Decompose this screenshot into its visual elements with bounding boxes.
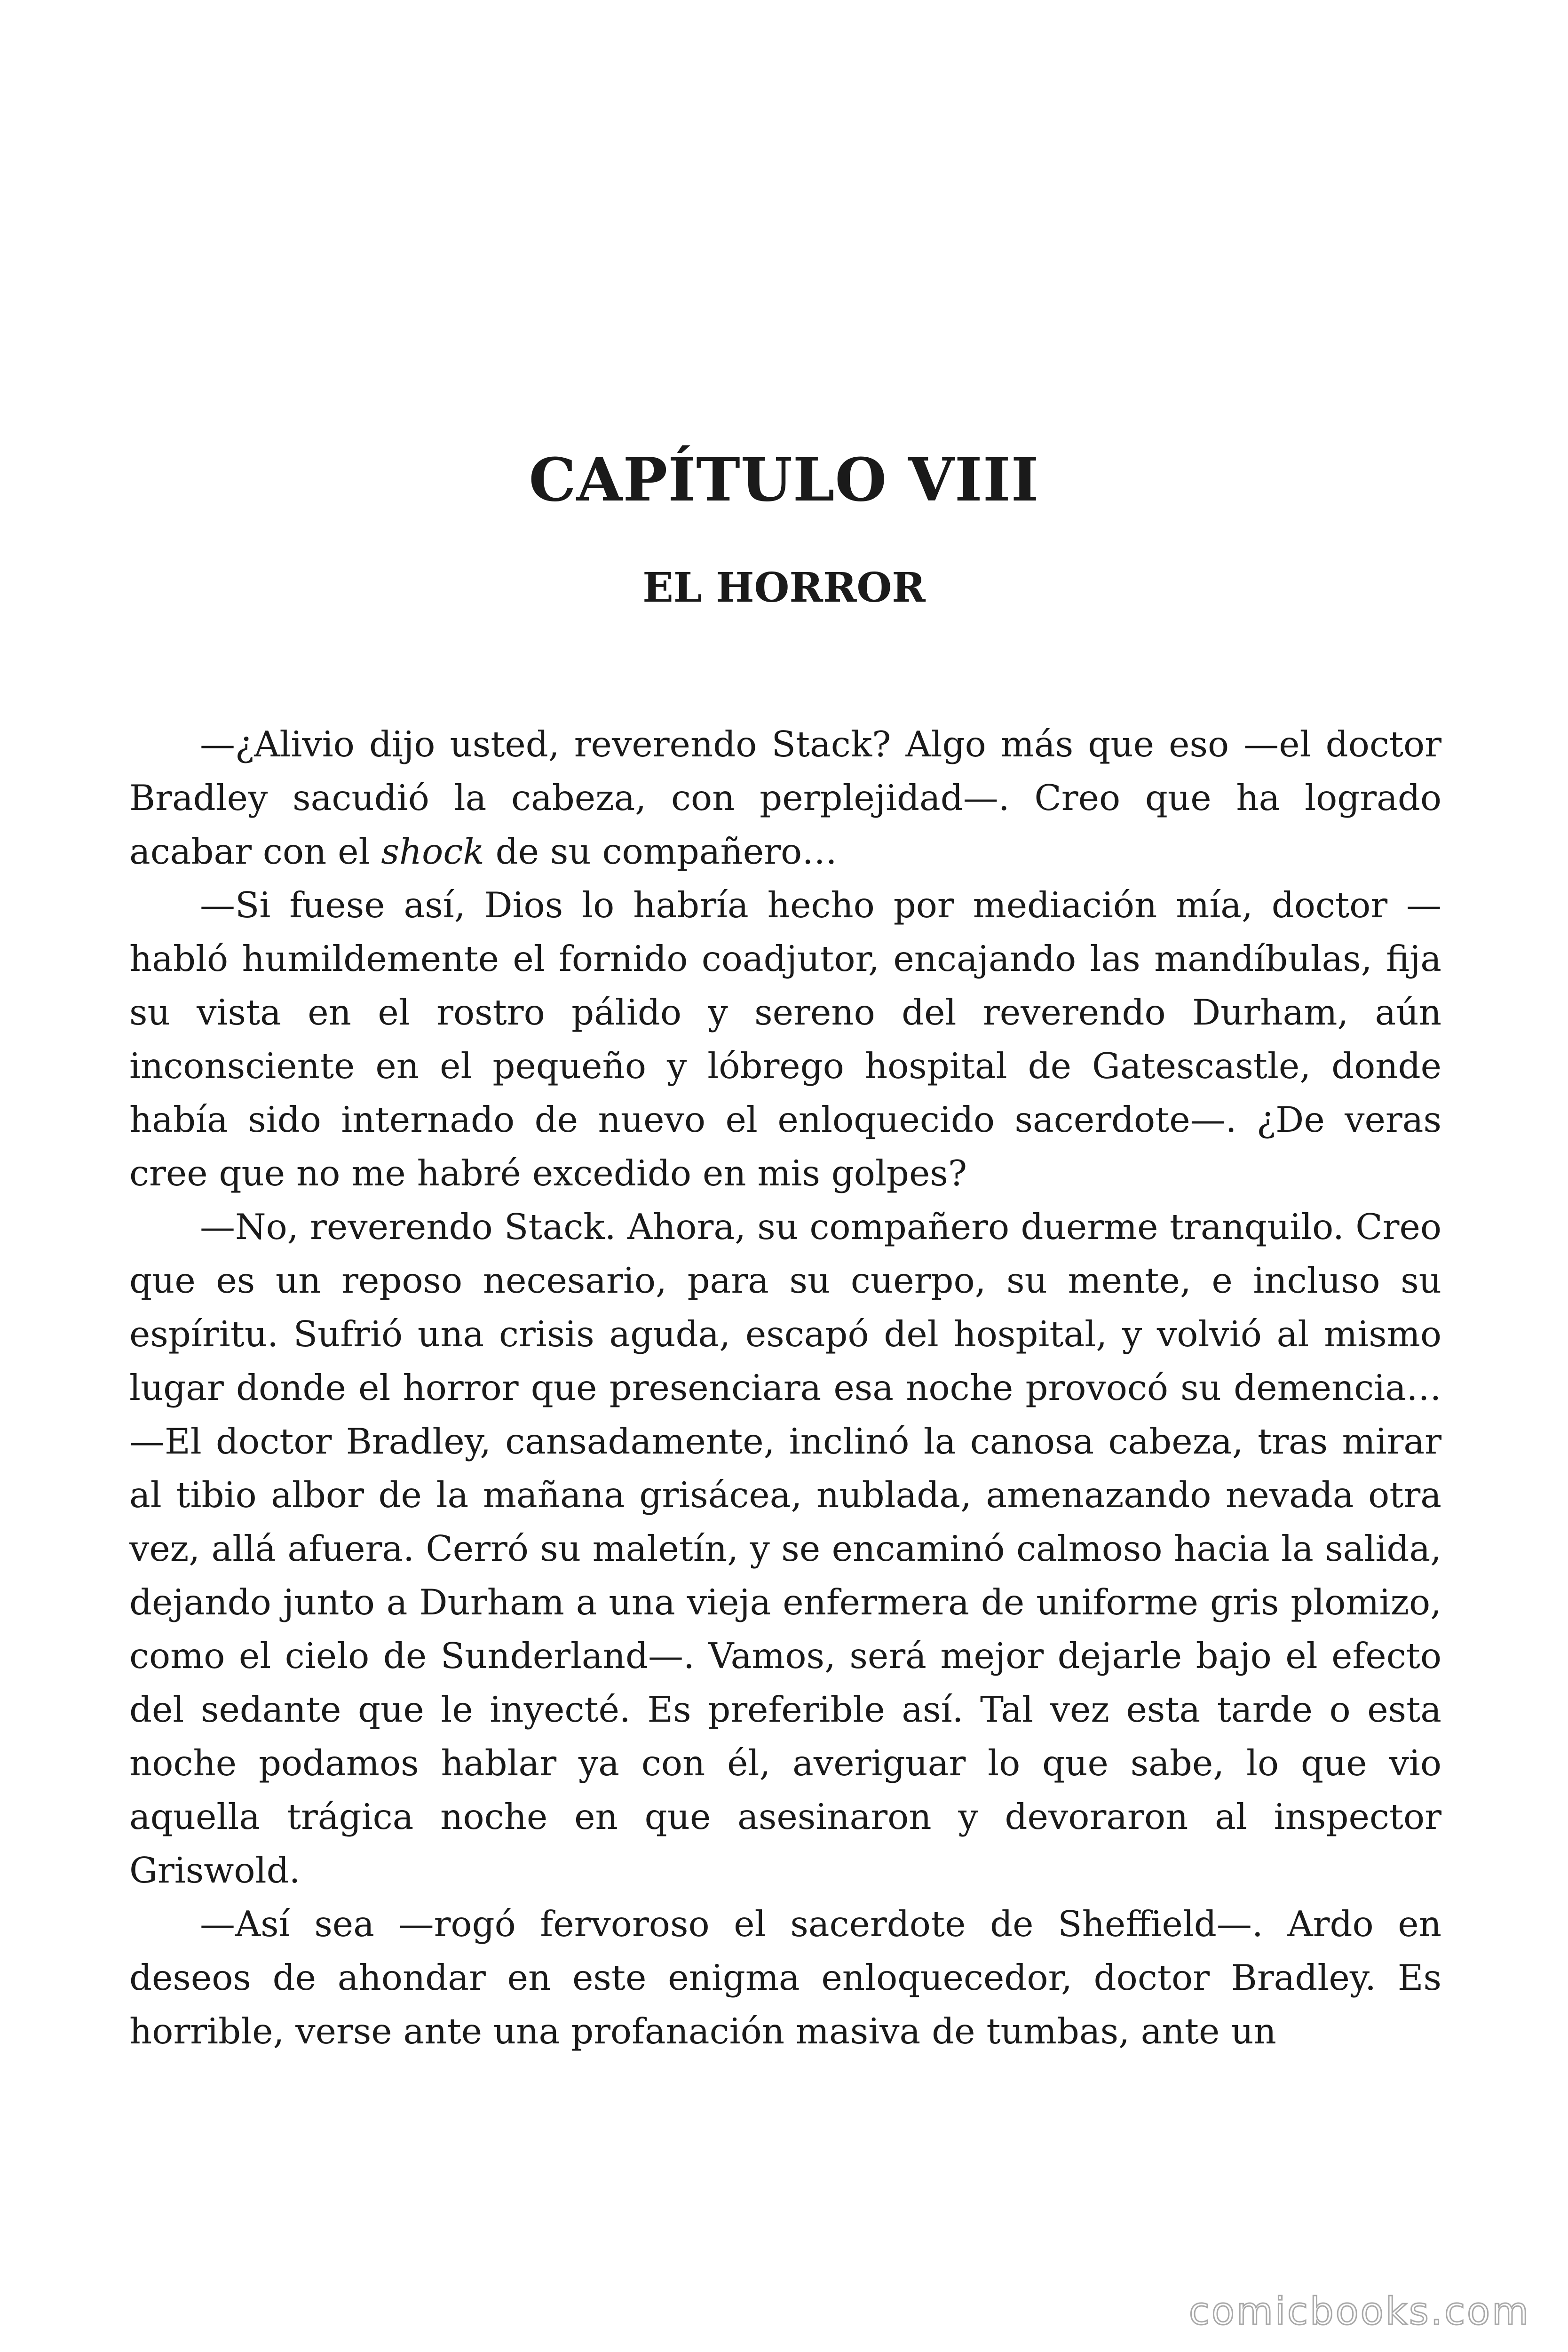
italic-word: shock — [381, 831, 484, 872]
chapter-title: CAPÍTULO VIII — [529, 445, 1039, 515]
paragraph-1-text-before: —¿Alivio dijo usted, reverendo Stack? Algo más que eso —el doctor Bradley sacudió la cabeza, con perplejidad—. Creo que ha logrado acabar con el — [129, 723, 1441, 872]
paragraph-3: —No, reverendo Stack. Ahora, su compañero duerme tranquilo. Creo que es un reposo necesario, para su cuerpo, su mente, e incluso su espíritu. Sufrió una crisis aguda, escapó del hospital, y volvió al mismo lugar donde el horror que presenciara esa noche provocó su demencia… —El doctor Bradley, cansadamente, inclinó la canosa cabeza, tras mirar al tibio albor de la mañana grisácea, nublada, amenazando nevada otra vez, allá afuera. Cerró su maletín, y se encaminó calmoso hacia la salida, dejando junto a Durham a una vieja enfermera de uniforme gris plomizo, como el cielo de Sunderland—. Vamos, será mejor dejarle bajo el efecto del sedante que le inyecté. Es preferible así. Tal vez esta tarde o esta noche podamos hablar ya con él, averiguar lo que sabe, lo que vio aquella trágica noche en que asesinaron y devoraron al inspector Griswold. — [129, 1206, 1441, 1891]
chapter-body — [129, 717, 1441, 2058]
paragraph-1 — [129, 717, 1441, 878]
chapter-subtitle: EL HORROR — [642, 564, 926, 612]
paragraph-2: —Si fuese así, Dios lo habría hecho por mediación mía, doctor —habló humildemente el fornido coadjutor, encajando las mandíbulas, fija su vista en el rostro pálido y sereno del reverendo Durham, aún inconsciente en el pequeño y lóbrego hospital de Gatescastle, donde había sido internado de nuevo el enloquecido sacerdote—. ¿De veras cree que no me habré excedido en mis golpes? — [129, 884, 1441, 1194]
paragraph-1-text-after: de su compañero… — [484, 831, 838, 872]
watermark: comicbooks.com — [1188, 2289, 1530, 2333]
paragraph-4: —Así sea —rogó fervoroso el sacerdote de Sheffield—. Ardo en deseos de ahondar en este enigma enloquecedor, doctor Bradley. Es horrible, verse ante una profanación masiva de tumbas, ante un — [129, 1903, 1441, 2052]
